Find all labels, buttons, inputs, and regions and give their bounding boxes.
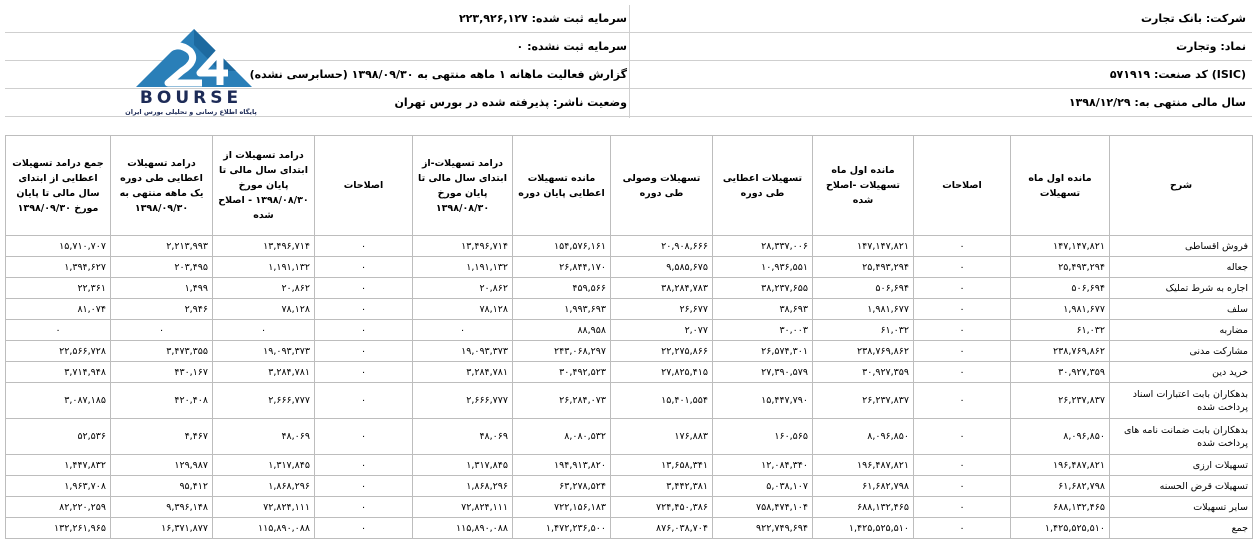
bourse-logo (116, 25, 266, 121)
table-cell: ۳۰,۰۰۳ (713, 320, 813, 341)
table-row (6, 455, 1253, 476)
unregistered-capital-label: سرمایه ثبت نشده: ۰ (516, 40, 627, 53)
table-cell: ۳۸,۶۹۳ (713, 299, 813, 320)
table-cell: ۸۸,۹۵۸ (513, 320, 611, 341)
table-cell: ۰ (914, 476, 1011, 497)
table-row (6, 362, 1253, 383)
table-row (6, 257, 1253, 278)
table-cell: ۳۰,۴۹۲,۵۲۳ (513, 362, 611, 383)
table-cell: ۷۲,۸۲۴,۱۱۱ (213, 497, 315, 518)
table-cell: ۰ (914, 455, 1011, 476)
report-label: گزارش فعالیت ماهانه ۱ ماهه منتهی به ۱۳۹۸/۰۹/۳۰ (حسابرسی نشده) (249, 68, 627, 81)
table-cell: ۲۵,۴۹۳,۲۹۴ (1011, 257, 1110, 278)
table-cell: ۱۹۶,۴۸۷,۸۲۱ (1011, 455, 1110, 476)
table-cell: ۰ (315, 341, 413, 362)
table-cell: ۰ (6, 320, 111, 341)
table-cell: ۹,۵۸۵,۶۷۵ (611, 257, 713, 278)
table-cell: ۲۰۳,۴۹۵ (111, 257, 213, 278)
table-cell: ۱,۹۸۱,۶۷۷ (813, 299, 914, 320)
table-cell: ۸,۰۹۶,۸۵۰ (1011, 419, 1110, 455)
row-label: سلف (1110, 299, 1253, 320)
table-cell: ۱۵,۴۴۷,۷۹۰ (713, 383, 813, 419)
table-cell: ۰ (914, 497, 1011, 518)
isic-label: (ISIC) کد صنعت: ۵۷۱۹۱۹ (1109, 68, 1246, 81)
row-label: تسهیلات قرض الحسنه (1110, 476, 1253, 497)
column-header: مانده اول ماه تسهیلات -اصلاح شده (813, 136, 914, 236)
table-cell: ۲۸,۳۳۷,۰۰۶ (713, 236, 813, 257)
table-cell: ۰ (315, 299, 413, 320)
table-cell: ۱۱۵,۸۹۰,۰۸۸ (213, 518, 315, 539)
table-cell: ۱۵۴,۵۷۶,۱۶۱ (513, 236, 611, 257)
table-cell: ۵۰۶,۶۹۴ (813, 278, 914, 299)
table-cell: ۶۱,۶۸۲,۷۹۸ (813, 476, 914, 497)
table-cell: ۲۳۸,۷۶۹,۸۶۲ (1011, 341, 1110, 362)
table-cell: ۰ (315, 419, 413, 455)
table-cell: ۲۰,۹۰۸,۶۶۶ (611, 236, 713, 257)
column-header: مانده تسهیلات اعطایی پایان دوره (513, 136, 611, 236)
table-cell: ۰ (315, 497, 413, 518)
table-row (6, 383, 1253, 419)
table-cell: ۰ (315, 236, 413, 257)
table-cell: ۱,۴۲۵,۵۲۵,۵۱۰ (813, 518, 914, 539)
table-cell: ۲۶,۸۴۴,۱۷۰ (513, 257, 611, 278)
table-cell: ۱,۳۹۴,۶۲۷ (6, 257, 111, 278)
table-cell: ۰ (914, 341, 1011, 362)
table-cell: ۵۲,۵۳۶ (6, 419, 111, 455)
table-cell: ۰ (914, 299, 1011, 320)
table-cell: ۳۰,۹۲۷,۳۵۹ (1011, 362, 1110, 383)
table-cell: ۹۲۲,۷۴۹,۶۹۴ (713, 518, 813, 539)
table-cell: ۱۵,۴۰۱,۵۵۴ (611, 383, 713, 419)
column-header: درامد تسهیلات اعطایی طی دوره یک ماهه منتهی به ۱۳۹۸/۰۹/۳۰ (111, 136, 213, 236)
column-header: اصلاحات (315, 136, 413, 236)
table-cell: ۲۲,۵۶۶,۷۲۸ (6, 341, 111, 362)
table-cell: ۱,۹۶۳,۷۰۸ (6, 476, 111, 497)
table-cell: ۹,۳۹۶,۱۴۸ (111, 497, 213, 518)
row-label: جمع (1110, 518, 1253, 539)
table-cell: ۲۶,۲۳۷,۸۳۷ (1011, 383, 1110, 419)
table-row (6, 320, 1253, 341)
header-divider (629, 5, 630, 118)
table-cell: ۳,۲۸۴,۷۸۱ (413, 362, 513, 383)
table-cell: ۱۴۷,۱۴۷,۸۲۱ (1011, 236, 1110, 257)
table-cell: ۸۷۶,۰۳۸,۷۰۴ (611, 518, 713, 539)
table-cell: ۲,۶۶۶,۷۷۷ (413, 383, 513, 419)
table-cell: ۱۳,۴۹۶,۷۱۴ (413, 236, 513, 257)
table-cell: ۳۸,۲۳۷,۶۵۵ (713, 278, 813, 299)
table-cell: ۱۵,۷۱۰,۷۰۷ (6, 236, 111, 257)
table-cell: ۷۲,۸۲۴,۱۱۱ (413, 497, 513, 518)
table-cell: ۱۹,۰۹۳,۳۷۳ (213, 341, 315, 362)
table-cell: ۰ (111, 320, 213, 341)
table-row (6, 497, 1253, 518)
table-row (6, 299, 1253, 320)
table-cell: ۸,۰۸۰,۵۳۲ (513, 419, 611, 455)
table-cell: ۳,۴۴۲,۳۸۱ (611, 476, 713, 497)
column-header: جمع درامد تسهیلات اعطایی از ابتدای سال مالی تا پایان مورخ ۱۳۹۸/۰۹/۳۰ (6, 136, 111, 236)
table-cell: ۱,۴۴۷,۸۳۲ (6, 455, 111, 476)
row-label: مضاربه (1110, 320, 1253, 341)
table-cell: ۶۳,۲۷۸,۵۲۴ (513, 476, 611, 497)
table-cell: ۰ (315, 476, 413, 497)
symbol-label: نماد: وتجارت (1176, 40, 1246, 53)
table-cell: ۱۲۹,۹۸۷ (111, 455, 213, 476)
table-cell: ۰ (914, 419, 1011, 455)
table-cell: ۰ (914, 383, 1011, 419)
table-cell: ۱۳,۴۹۶,۷۱۴ (213, 236, 315, 257)
table-cell: ۳۰,۹۲۷,۳۵۹ (813, 362, 914, 383)
table-cell: ۹۵,۴۱۲ (111, 476, 213, 497)
table-cell: ۲۲,۳۶۱ (6, 278, 111, 299)
table-cell: ۰ (315, 320, 413, 341)
table-cell: ۲۴۳,۰۶۸,۲۹۷ (513, 341, 611, 362)
table-cell: ۴,۴۶۷ (111, 419, 213, 455)
table-cell: ۵,۰۳۸,۱۰۷ (713, 476, 813, 497)
row-label: بدهکاران بابت ضمانت نامه های پرداخت شده (1110, 419, 1253, 455)
column-header: درامد تسهیلات از ابتدای سال مالی تا پایان مورخ ۱۳۹۸/۰۸/۳۰ - اصلاح شده (213, 136, 315, 236)
table-cell: ۶۸۸,۱۳۲,۴۶۵ (1011, 497, 1110, 518)
table-cell: ۰ (413, 320, 513, 341)
table-cell: ۲۳۸,۷۶۹,۸۶۲ (813, 341, 914, 362)
table-cell: ۲۶,۲۸۴,۰۷۳ (513, 383, 611, 419)
table-cell: ۰ (315, 455, 413, 476)
table-cell: ۸,۰۹۶,۸۵۰ (813, 419, 914, 455)
table-cell: ۷۸,۱۲۸ (413, 299, 513, 320)
table-cell: ۰ (315, 257, 413, 278)
table-cell: ۱,۸۶۸,۲۹۶ (413, 476, 513, 497)
publisher-status-label: وضعیت ناشر: پذیرفته شده در بورس تهران (394, 96, 627, 109)
table-cell: ۱,۴۹۹ (111, 278, 213, 299)
table-cell: ۰ (213, 320, 315, 341)
table-cell: ۳,۴۷۳,۳۵۵ (111, 341, 213, 362)
row-label: خرید دین (1110, 362, 1253, 383)
table-cell: ۴۵۹,۵۶۶ (513, 278, 611, 299)
table-cell: ۲۷,۸۲۵,۴۱۵ (611, 362, 713, 383)
table-cell: ۲,۹۴۶ (111, 299, 213, 320)
row-label: بدهکاران بابت اعتبارات اسناد پرداخت شده (1110, 383, 1253, 419)
table-row (6, 419, 1253, 455)
table-cell: ۰ (315, 278, 413, 299)
table-cell: ۱۱۵,۸۹۰,۰۸۸ (413, 518, 513, 539)
table-row (6, 341, 1253, 362)
table-row (6, 236, 1253, 257)
table-cell: ۱۳,۶۵۸,۳۴۱ (611, 455, 713, 476)
registered-capital-label: سرمایه ثبت شده: ۲۲۳,۹۲۶,۱۲۷ (458, 12, 627, 25)
table-cell: ۸۱,۰۷۴ (6, 299, 111, 320)
column-header: شرح (1110, 136, 1253, 236)
fiscal-year-label: سال مالی منتهی به: ۱۳۹۸/۱۲/۲۹ (1068, 96, 1246, 109)
table-cell: ۸۲,۲۲۰,۲۵۹ (6, 497, 111, 518)
table-cell: ۰ (914, 320, 1011, 341)
table-cell: ۱۰,۹۳۶,۵۵۱ (713, 257, 813, 278)
logo-tagline: پایگاه اطلاع رسانی و تحلیلی بورس ایران (125, 108, 257, 116)
table-cell: ۵۰۶,۶۹۴ (1011, 278, 1110, 299)
table-cell: ۰ (914, 278, 1011, 299)
table-cell: ۴۳۰,۱۶۷ (111, 362, 213, 383)
table-cell: ۱,۸۶۸,۲۹۶ (213, 476, 315, 497)
table-cell: ۰ (914, 518, 1011, 539)
table-row (6, 476, 1253, 497)
table-cell: ۱,۱۹۱,۱۳۲ (413, 257, 513, 278)
column-header: درامد تسهیلات-از ابتدای سال مالی تا پایان مورخ ۱۳۹۸/۰۸/۳۰ (413, 136, 513, 236)
table-cell: ۳,۷۱۴,۹۴۸ (6, 362, 111, 383)
table-cell: ۱۶۰,۵۶۵ (713, 419, 813, 455)
row-label: تسهیلات ارزی (1110, 455, 1253, 476)
table-cell: ۶۸۸,۱۳۲,۴۶۵ (813, 497, 914, 518)
table-cell: ۱۹۶,۴۸۷,۸۲۱ (813, 455, 914, 476)
table-cell: ۱,۱۹۱,۱۳۲ (213, 257, 315, 278)
table-cell: ۷۸,۱۲۸ (213, 299, 315, 320)
table-cell: ۱,۳۱۷,۸۴۵ (213, 455, 315, 476)
table-cell: ۰ (315, 518, 413, 539)
table-cell: ۰ (914, 236, 1011, 257)
table-row (6, 518, 1253, 539)
table-cell: ۲۶,۶۷۷ (611, 299, 713, 320)
row-label: اجاره به شرط تملیک (1110, 278, 1253, 299)
table-cell: ۱,۴۲۵,۵۲۵,۵۱۰ (1011, 518, 1110, 539)
table-cell: ۲۶,۵۷۴,۳۰۱ (713, 341, 813, 362)
table-cell: ۶۱,۶۸۲,۷۹۸ (1011, 476, 1110, 497)
table-cell: ۴۲۰,۴۰۸ (111, 383, 213, 419)
row-label: فروش اقساطی (1110, 236, 1253, 257)
bourse-emblem-icon (116, 25, 266, 89)
table-cell: ۳۸,۲۸۴,۷۸۳ (611, 278, 713, 299)
table-cell: ۲۷,۳۹۰,۵۷۹ (713, 362, 813, 383)
table-cell: ۳,۲۸۴,۷۸۱ (213, 362, 315, 383)
table-cell: ۱۶,۳۷۱,۸۷۷ (111, 518, 213, 539)
table-header-row (6, 136, 1253, 236)
table-cell: ۳,۰۸۷,۱۸۵ (6, 383, 111, 419)
table-cell: ۱۳۲,۲۶۱,۹۶۵ (6, 518, 111, 539)
table-cell: ۱۲,۰۸۴,۳۴۰ (713, 455, 813, 476)
logo-word: BOURSE (139, 88, 243, 108)
table-cell: ۰ (914, 257, 1011, 278)
table-body (6, 236, 1253, 539)
column-header: مانده اول ماه تسهیلات (1011, 136, 1110, 236)
column-header: تسهیلات وصولی طی دوره (611, 136, 713, 236)
table-cell: ۲,۰۷۷ (611, 320, 713, 341)
column-header: اصلاحات (914, 136, 1011, 236)
table-cell: ۱,۴۷۲,۲۳۶,۵۰۰ (513, 518, 611, 539)
table-cell: ۲۶,۲۳۷,۸۳۷ (813, 383, 914, 419)
table-cell: ۱,۹۸۱,۶۷۷ (1011, 299, 1110, 320)
table-cell: ۲۰,۸۶۲ (413, 278, 513, 299)
table-cell: ۶۱,۰۳۲ (813, 320, 914, 341)
table-cell: ۱۷۶,۸۸۳ (611, 419, 713, 455)
table-cell: ۲۵,۴۹۳,۲۹۴ (813, 257, 914, 278)
table-cell: ۰ (315, 362, 413, 383)
company-label: شرکت: بانک تجارت (1141, 12, 1246, 25)
table-cell: ۰ (914, 362, 1011, 383)
table-cell: ۲۲,۲۷۵,۸۶۶ (611, 341, 713, 362)
table-cell: ۰ (315, 383, 413, 419)
table-cell: ۱,۳۱۷,۸۴۵ (413, 455, 513, 476)
table-cell: ۲,۲۱۳,۹۹۳ (111, 236, 213, 257)
row-label: جعاله (1110, 257, 1253, 278)
table-cell: ۲,۶۶۶,۷۷۷ (213, 383, 315, 419)
table-cell: ۷۵۸,۴۷۴,۱۰۴ (713, 497, 813, 518)
table-cell: ۴۸,۰۶۹ (413, 419, 513, 455)
table-cell: ۱,۹۹۳,۶۹۳ (513, 299, 611, 320)
row-label: سایر تسهیلات (1110, 497, 1253, 518)
table-cell: ۶۱,۰۳۲ (1011, 320, 1110, 341)
table-cell: ۲۰,۸۶۲ (213, 278, 315, 299)
table-cell: ۷۲۲,۱۵۶,۱۸۳ (513, 497, 611, 518)
table-cell: ۱۴۷,۱۴۷,۸۲۱ (813, 236, 914, 257)
facilities-table (5, 135, 1253, 539)
row-label: مشارکت مدنی (1110, 341, 1253, 362)
table-cell: ۴۸,۰۶۹ (213, 419, 315, 455)
table-row (6, 278, 1253, 299)
table-cell: ۷۲۴,۴۵۰,۳۸۶ (611, 497, 713, 518)
table-cell: ۱۹,۰۹۳,۳۷۳ (413, 341, 513, 362)
table-cell: ۱۹۴,۹۱۳,۸۲۰ (513, 455, 611, 476)
column-header: تسهیلات اعطایی طی دوره (713, 136, 813, 236)
